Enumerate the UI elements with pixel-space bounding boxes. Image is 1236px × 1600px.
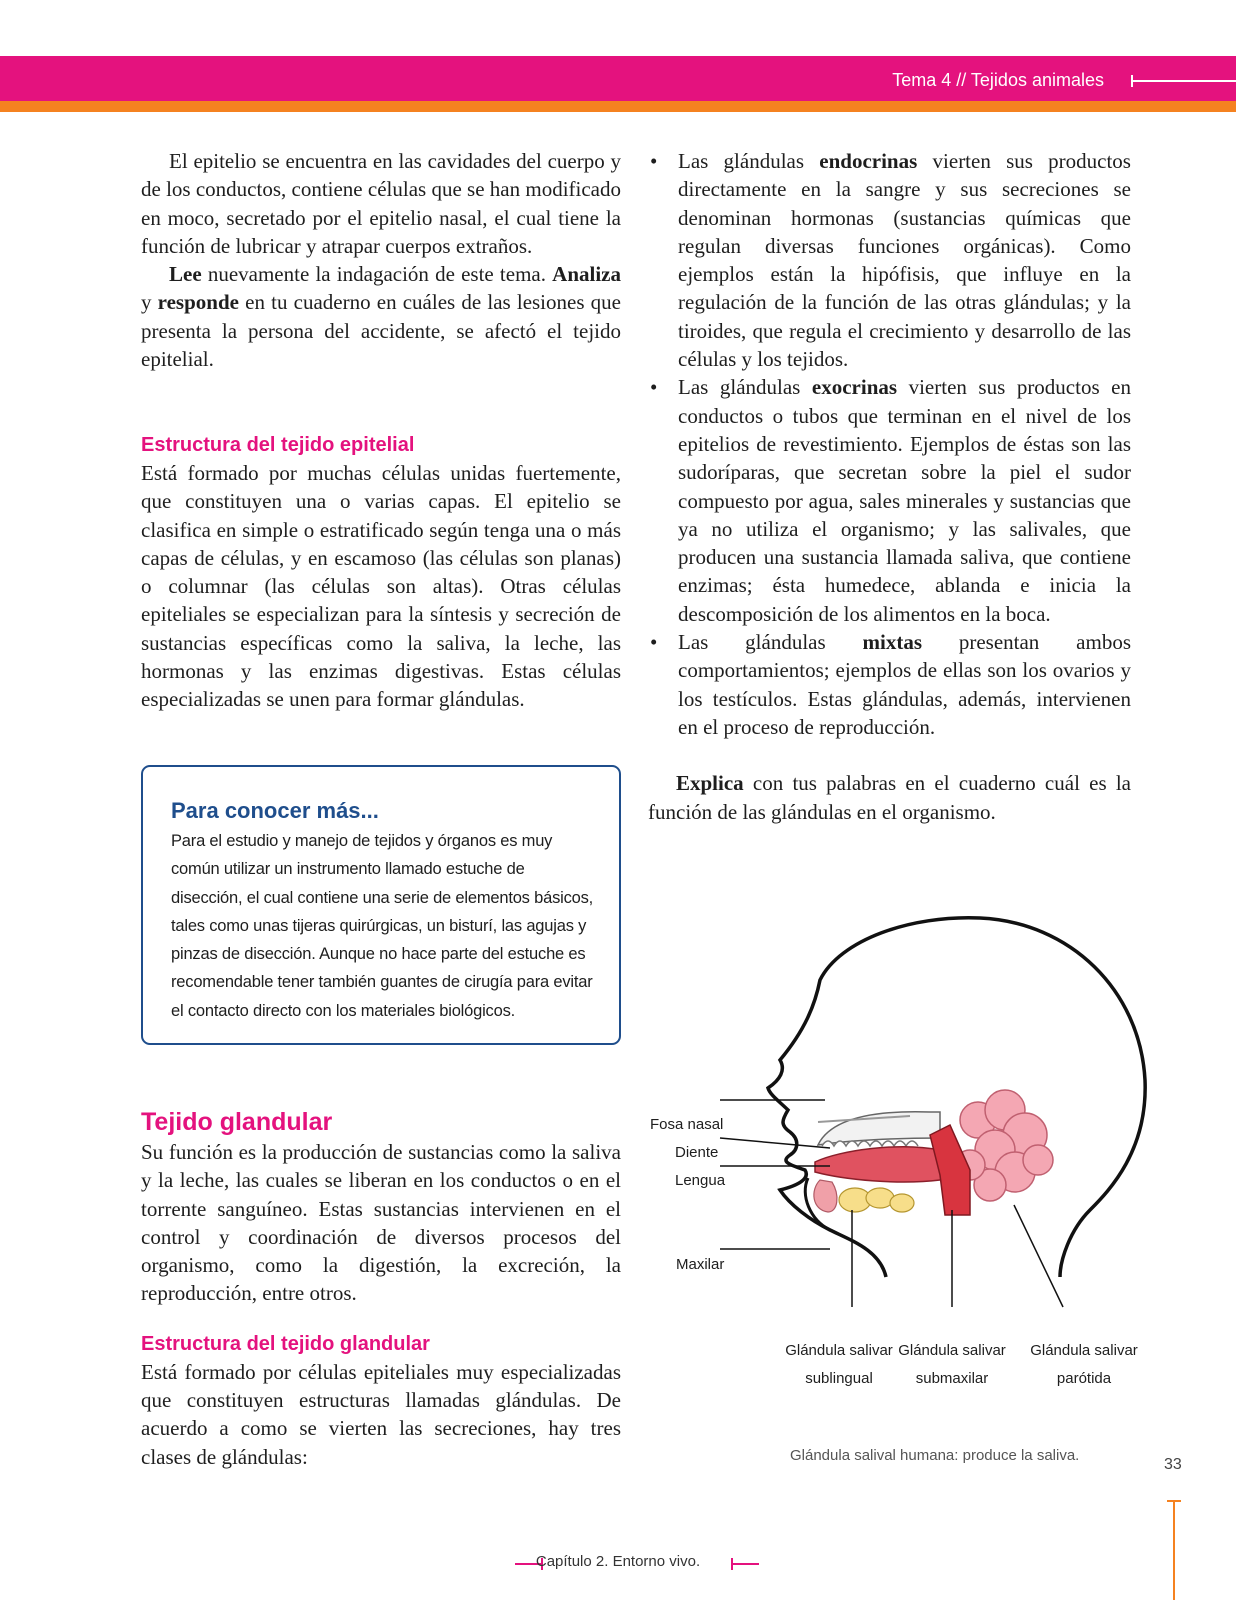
analiza-bold: Analiza [552, 262, 621, 287]
heading-estructura-epitelial: Estructura del tejido epitelial [141, 434, 415, 456]
page-number: 33 [1164, 1456, 1182, 1473]
paragraph-estructura-epitelial: Está formado por muchas células unidas fuertemente, que constituyen una o varias capas. El epitelio se clasifica en simple o estratificado según tenga una o más capas de células, y en escamoso (las células son planas) o columnar (las células son altas). Otras células epiteliales se especializan para la síntesis y secreción de sustancias específicas como la saliva, la leche, las hormonas y las enzimas digestivas. Estas células especializadas se unen para formar glándulas. [141, 461, 621, 712]
responde-bold: responde [157, 290, 239, 315]
gland-types-list [648, 147, 1131, 741]
head-outline [768, 918, 1145, 1277]
paragraph-tejido-glandular: Su función es la producción de sustancias como la saliva y la leche, las cuales se liberan en los conductos o en el torrente sanguíneo. Estas sustancias intervienen en el control y coordinación de diversos procesos del organismo, como la digestión, la excreción, la reproducción, entre otros. [141, 1140, 621, 1306]
figure-caption: Glándula salival humana: produce la saliva. [790, 1447, 1080, 1464]
paragraph-epitelio: El epitelio se encuentra en las cavidades del cuerpo y de los conductos, contiene células que se han modificado en moco, secretado por el epitelio nasal, el cual tiene la función de lubricar y atrapar cuerpos extraños. [141, 149, 621, 258]
list-item-exocrinas [648, 373, 1131, 628]
bullet-pre: Las glándulas [678, 630, 863, 655]
bullet-pre: Las glándulas [678, 375, 812, 400]
lee-bold: Lee [169, 262, 202, 287]
gland-label-line2: sublingual [805, 1370, 873, 1387]
footer [0, 1553, 1236, 1570]
header-line [1132, 80, 1236, 82]
label-fosa-nasal: Fosa nasal [650, 1116, 724, 1133]
paragraph-estructura-glandular: Está formado por células epiteliales muy especializadas que constituyen estructuras llamadas glándulas. De acuerdo a como se vierten las secreciones, hay tres clases de glándulas: [141, 1359, 621, 1469]
page-marker-line [1173, 1500, 1175, 1600]
right-column [648, 147, 1131, 826]
explica-bold: Explica [676, 771, 744, 796]
label-gland-parotida [1024, 1337, 1144, 1393]
bullet-post: vierten sus productos directamente en la sangre y sus secreciones se denominan hormonas (sustancias químicas que regulan diversas funciones orgánicas). Como ejemplos están la hipófisis, que influye en la regulación de la función de las otras glándulas; y la tiroides, que regula el crecimiento y desarrollo de las células y los tejidos. [678, 149, 1131, 372]
header-orange-stripe [0, 101, 1236, 112]
bullet-bold: mixtas [862, 630, 922, 655]
bullet-pre: Las glándulas [678, 149, 820, 173]
upper-jaw [818, 1112, 940, 1145]
gland-label-line2: parótida [1056, 1370, 1112, 1387]
lee-text-2: y [141, 290, 158, 315]
bullet-bold: endocrinas [819, 149, 918, 173]
gland-label-line1: Glándula salivar [785, 1342, 893, 1359]
paragraph-explica [648, 769, 1131, 826]
submaxillary-gland [839, 1188, 914, 1212]
footer-title: Entorno vivo. [608, 1553, 701, 1570]
heading-tejido-glandular: Tejido glandular [141, 1108, 333, 1136]
left-column-estructura [141, 431, 621, 714]
info-box-title: Para conocer más... [171, 798, 379, 823]
label-gland-submaxilar [892, 1337, 1012, 1393]
lee-text-1: nuevamente la indagación de este tema. [201, 262, 553, 287]
sublingual-gland [814, 1180, 837, 1212]
leader-diente [720, 1138, 830, 1148]
paragraph-lee [141, 260, 621, 373]
gland-label-line1: Glándula salivar [1030, 1342, 1138, 1359]
heading-estructura-glandular: Estructura del tejido glandular [141, 1332, 430, 1355]
gland-label-line1: Glándula salivar [898, 1342, 1006, 1359]
footer-line-right [731, 1563, 759, 1565]
header-title: Tema 4 // Tejidos animales [892, 70, 1104, 90]
list-item-mixtas [648, 628, 1131, 741]
list-item-endocrinas [648, 147, 1131, 373]
bullet-bold: exocrinas [811, 375, 898, 400]
info-box [141, 765, 621, 1045]
label-diente: Diente [675, 1144, 719, 1161]
bullet-post: presentan ambos comportamientos; ejemplos de ellas son los ovarios y los testículos. Estas glándulas, además, intervienen en el proceso de reproducción. [678, 630, 1131, 739]
lee-text-3: en tu cuaderno en cuáles de las lesiones que presenta la persona del accidente, se afectó el tejido epitelial. [141, 290, 621, 372]
left-column-glandular [141, 1106, 621, 1471]
explica-text: con tus palabras en el cuaderno cuál es la función de las glándulas en el organismo. [648, 771, 1131, 824]
leader-parotida [1014, 1205, 1063, 1307]
label-lengua: Lengua [675, 1172, 726, 1189]
bullet-post: vierten sus productos en conductos o tubos que terminan en el nivel de los epitelios de revestimiento. Ejemplos de éstas son las sudoríparas, que secretan sobre la piel el sudor compuesto por agua, sales minerales y sustancias que ya no utiliza el organismo; y las salivales, que producen una sustancia llamada saliva, que contiene enzimas; ésta humedece, ablanda e inicia la descomposición de los alimentos en la boca. [678, 375, 1131, 626]
label-maxilar: Maxilar [676, 1256, 725, 1273]
label-gland-sublingual [779, 1337, 899, 1393]
gland-label-line2: submaxilar [915, 1370, 989, 1387]
left-column-top [141, 147, 621, 373]
footer-chapter: Capítulo 2. [535, 1553, 609, 1570]
info-box-text: Para el estudio y manejo de tejidos y órganos es muy común utilizar un instrumento llamado estuche de disección, el cual contiene una serie de elementos básicos, tales como unas tijeras quirúrgicas, un bisturí, las agujas y pinzas de disección. Aunque no hace parte del estuche es recomendable tener también guantes de cirugía para evitar el contacto directo con los materiales biológicos. [171, 832, 594, 1020]
